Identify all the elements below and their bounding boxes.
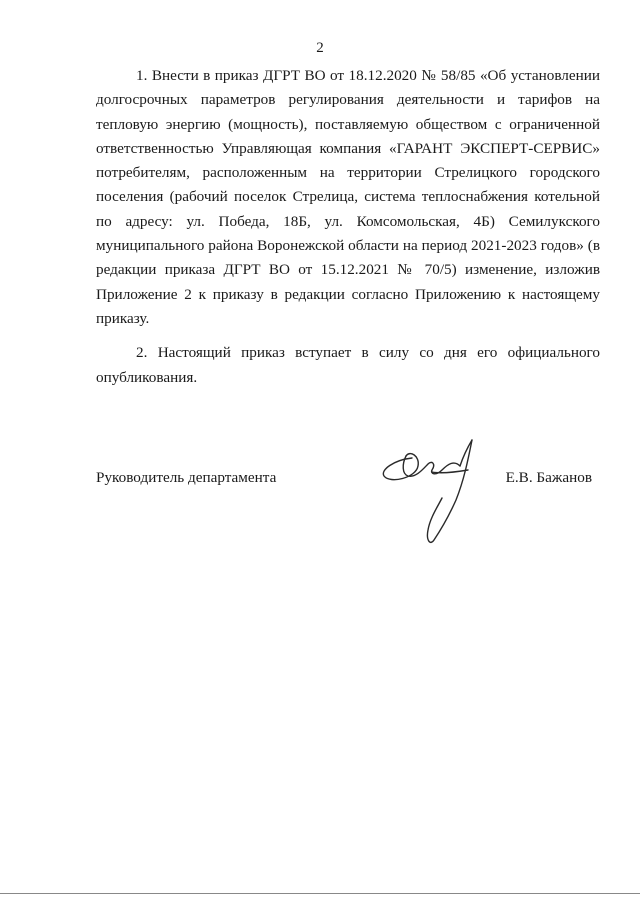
page-number: 2 xyxy=(316,40,324,56)
handwritten-signature xyxy=(372,430,482,550)
signature-block xyxy=(96,466,600,490)
paragraph-amendment: 1. Внести в приказ ДГРТ ВО от 18.12.2020 № 58/85 «Об установлении долгосрочных параметров регулирования деятельности и тарифов на тепловую энергию (мощность), поставляемую обществом с ограниченной ответственностью Управляющая компания «ГАРАНТ ЭКСПЕРТ-СЕРВИС» потребителям, расположенным на территории Стрелицкого городского поселения (рабочий поселок Стрелица, система теплоснабжения котельной по адресу: ул. Победа, 18Б, ул. Комсомольская, 4Б) Семилукского муниципального района Воронежской области на период 2021-2023 годов» (в редакции приказа ДГРТ ВО от 15.12.2021 № 70/5) изменение, изложив Приложение 2 к приказу в редакции согласно Приложению к настоящему приказу. xyxy=(96,67,600,327)
signatory-name: Е.В. Бажанов xyxy=(505,469,592,486)
paragraph-effective-date: 2. Настоящий приказ вступает в силу со дня его официального опубликования. xyxy=(96,344,600,386)
page-bottom-rule xyxy=(0,893,640,894)
order-body xyxy=(96,64,600,390)
signatory-title: Руководитель департамента xyxy=(96,469,277,486)
